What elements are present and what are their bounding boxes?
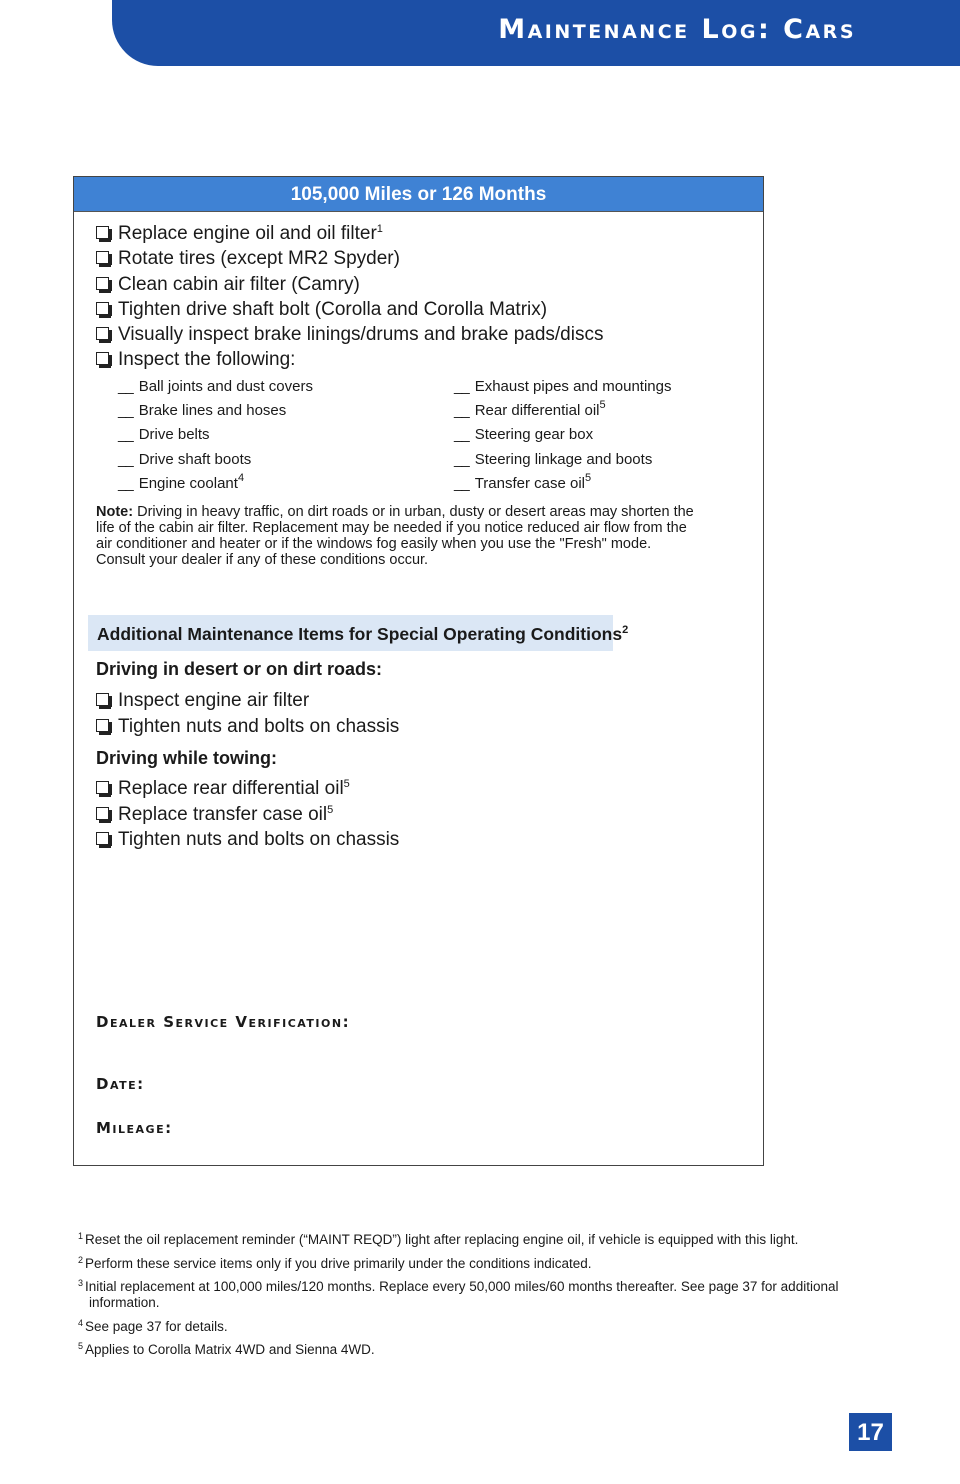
- inspection-item[interactable]: __ Drive belts: [118, 426, 210, 444]
- checklist-item[interactable]: Replace rear differential oil$^5$: [96, 776, 399, 802]
- dealer-verification-label: Dealer Service Verification:: [96, 1013, 351, 1031]
- checklist-item-label: Rotate tires (except MR2 Spyder): [118, 248, 400, 270]
- inspection-item[interactable]: __ Rear differential oil$^5$: [454, 399, 606, 420]
- inspection-item[interactable]: __ Transfer case oil$^5$: [454, 471, 592, 492]
- footnote: $^1$ Reset the oil replacement reminder (“MAINT REQD”) light after replacing engine oil, if vehicle is equipped with this light.: [78, 1231, 799, 1247]
- checkbox-icon[interactable]: [96, 807, 109, 820]
- checkbox-icon[interactable]: [96, 251, 109, 264]
- checkbox-icon[interactable]: [96, 693, 109, 706]
- inspection-item[interactable]: __ Brake lines and hoses: [118, 402, 287, 420]
- inspection-item[interactable]: __ Engine coolant$^4$: [118, 471, 245, 492]
- checklist-item[interactable]: [96, 347, 603, 372]
- checklist-item[interactable]: Replace transfer case oil$^5$: [96, 802, 399, 828]
- checkbox-icon[interactable]: [96, 781, 109, 794]
- desert-heading: Driving in desert or on dirt roads:: [96, 659, 383, 679]
- inspection-column-left: [118, 375, 313, 496]
- checkbox-icon[interactable]: [96, 352, 109, 365]
- checklist-item-label: Inspect the following:: [118, 349, 296, 371]
- inspection-column-right: [454, 375, 671, 496]
- page-title: Maintenance Log: Cars: [498, 14, 856, 45]
- inspection-item[interactable]: __ Steering gear box: [454, 426, 594, 444]
- towing-heading: Driving while towing:: [96, 748, 277, 768]
- note-label: Note:: [96, 504, 134, 520]
- checkbox-icon[interactable]: [96, 277, 109, 290]
- checkbox-icon[interactable]: [96, 327, 109, 340]
- checklist-item[interactable]: Tighten nuts and bolts on chassis: [96, 714, 399, 740]
- checklist-item[interactable]: [96, 272, 603, 297]
- footnote-ref: 5: [327, 803, 334, 816]
- footnote-ref: 5: [585, 471, 592, 484]
- inspection-item[interactable]: __ Steering linkage and boots: [454, 450, 653, 468]
- checklist-item[interactable]: [96, 246, 603, 271]
- checklist-item[interactable]: Tighten nuts and bolts on chassis: [96, 827, 399, 853]
- interval-heading: 105,000 Miles or 126 Months: [74, 177, 763, 212]
- footnote-ref: 1: [376, 223, 383, 235]
- checklist-item-label: Visually inspect brake linings/drums and brake pads/discs: [118, 324, 604, 346]
- desert-checklist: [96, 688, 399, 739]
- checklist-item[interactable]: [96, 297, 603, 322]
- footnote: $^2$ Perform these service items only if you drive primarily under the conditions indicated.: [78, 1254, 592, 1271]
- additional-items-heading: Additional Maintenance Items for Special Operating Conditions$^2$: [88, 615, 613, 651]
- footnote: $^3$ Initial replacement at 100,000 miles/120 months. Replace every 50,000 miles/60 months thereafter. See page 37 for additional information.: [78, 1278, 839, 1310]
- cabin-filter-note: [96, 504, 696, 568]
- header-bar: [112, 0, 960, 66]
- page-number: 17: [849, 1413, 892, 1451]
- checklist-item-label: Tighten drive shaft bolt (Corolla and Corolla Matrix): [118, 298, 548, 320]
- checkbox-icon[interactable]: [96, 226, 109, 239]
- checkbox-icon[interactable]: [96, 832, 109, 845]
- date-label: Date:: [96, 1075, 145, 1093]
- checkbox-icon[interactable]: [96, 302, 109, 315]
- footnote-ref: 2: [622, 624, 629, 636]
- footnote: $^5$ Applies to Corolla Matrix 4WD and Sienna 4WD.: [78, 1341, 375, 1357]
- checklist-item[interactable]: [96, 221, 603, 246]
- footnote-ref: 5: [599, 399, 606, 412]
- footnotes: [78, 1232, 878, 1366]
- inspection-item[interactable]: __ Exhaust pipes and mountings: [454, 378, 672, 395]
- footnote-ref: 5: [343, 778, 350, 790]
- service-checklist: [96, 221, 603, 373]
- footnote: $^4$ See page 37 for details.: [78, 1317, 228, 1334]
- checklist-item[interactable]: Inspect engine air filter: [96, 688, 399, 714]
- footnote-ref: 4: [237, 471, 245, 484]
- checklist-item-label: Replace engine oil and oil filter: [118, 223, 377, 244]
- checklist-item-label: Clean cabin air filter (Camry): [118, 273, 360, 295]
- checklist-item[interactable]: [96, 322, 603, 347]
- towing-checklist: [96, 776, 399, 853]
- mileage-label: Mileage:: [96, 1119, 173, 1137]
- inspection-item[interactable]: __ Ball joints and dust covers: [118, 378, 313, 395]
- note-text: Driving in heavy traffic, on dirt roads or in urban, dusty or desert areas may shorten the life of the cabin air filter. Replacement may be needed if you notice reduced air flow from the air conditioner and heater or if the windows fog easily when you use the "Fresh" mode. Consult your dealer if any of these conditions occur.: [96, 504, 694, 568]
- maintenance-log-box: [73, 176, 764, 1166]
- inspection-item[interactable]: __ Drive shaft boots: [118, 450, 252, 468]
- checkbox-icon[interactable]: [96, 719, 109, 732]
